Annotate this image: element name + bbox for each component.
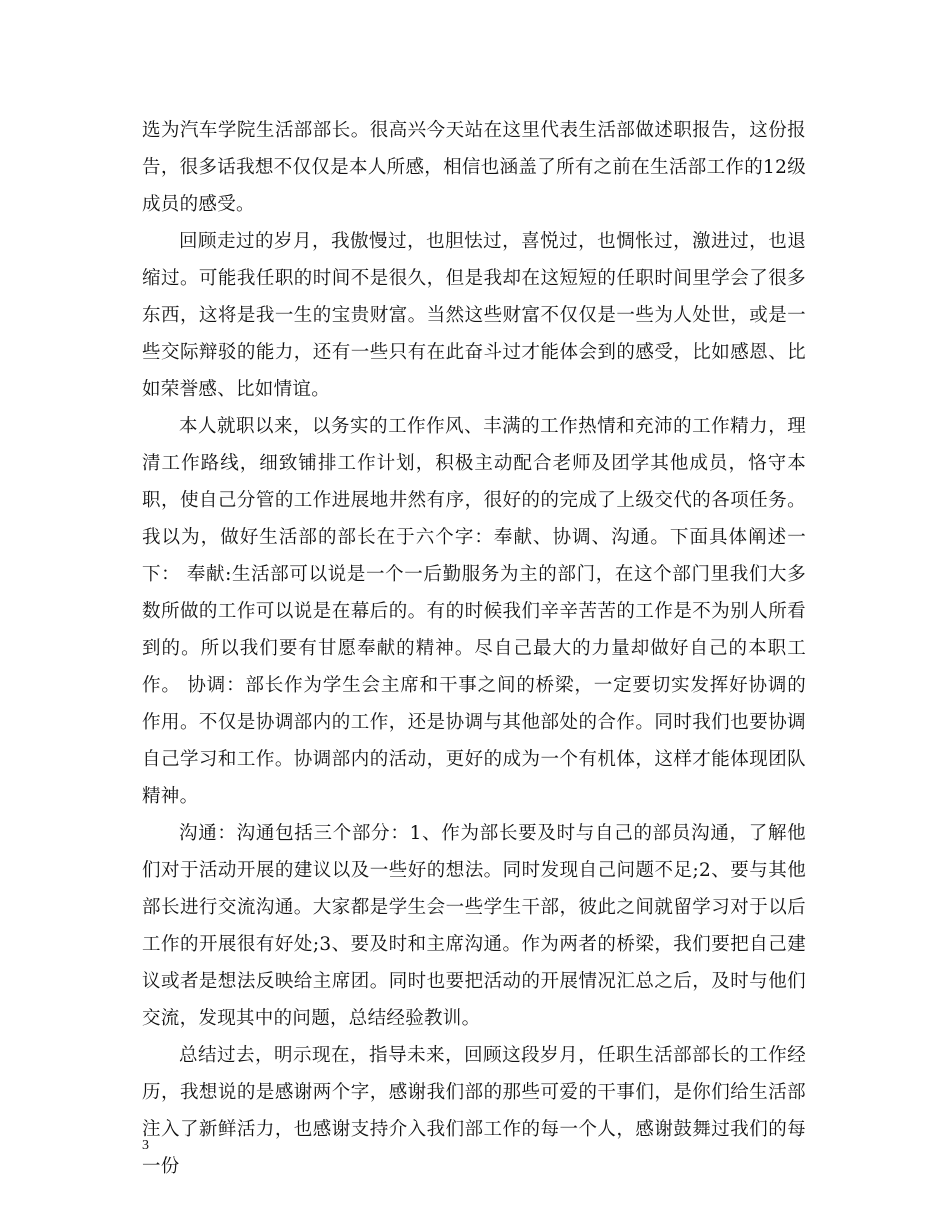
paragraph-3: 本人就职以来，以务实的工作作风、丰满的工作热情和充沛的工作精力，理清工作路线，细致铺排工作计划，积极主动配合老师及团学其他成员，恪守本职，使自己分管的工作进展地井然有序，很好的的完成了上级交代的各项任务。我以为，做好生活部的部长在于六个字：奉献、协调、沟通。下面具体阐述一下： 奉献:生活部可以说是一个一后勤服务为主的部门，在这个部门里我们大多数所做的工作可以说是在幕后的。有的时候我们辛辛苦苦的工作是不为别人所看到的。所以我们要有甘愿奉献的精神。尽自己最大的力量却做好自己的本职工作。 协调：部长作为学生会主席和干事之间的桥梁，一定要切实发挥好协调的作用。不仅是协调部内的工作，还是协调与其他部处的合作。同时我们也要协调自己学习和工作。协调部内的活动，更好的成为一个有机体，这样才能体现团队精神。 <box>142 416 806 807</box>
page-number: 3 <box>142 1138 149 1153</box>
paragraph-4: 沟通：沟通包括三个部分：1、作为部长要及时与自己的部员沟通，了解他们对于活动开展的建议以及一些好的想法。同时发现自己问题不足;2、要与其他部长进行交流沟通。大家都是学生会一些学生干部，彼此之间就留学习对于以后工作的开展很有好处;3、要及时和主席沟通。作为两者的桥梁，我们要把自己建议或者是想法反映给主席团。同时也要把活动的开展情况汇总之后，及时与他们交流，发现其中的问题，总结经验教训。 <box>142 823 806 1029</box>
paragraph-5: 总结过去，明示现在，指导未来，回顾这段岁月，任职生活部部长的工作经历，我想说的是感谢两个字，感谢我们部的那些可爱的干事们，是你们给生活部注入了新鲜活力，也感谢支持介入我们部工作的每一个人，感谢鼓舞过我们的每一份 <box>142 1045 806 1177</box>
document-body <box>142 112 806 1185</box>
paragraph-1: 选为汽车学院生活部部长。很高兴今天站在这里代表生活部做述职报告，这份报告，很多话我想不仅仅是本人所感，相信也涵盖了所有之前在生活部工作的12级成员的感受。 <box>142 120 806 215</box>
paragraph-2: 回顾走过的岁月，我傲慢过，也胆怯过，喜悦过，也惆怅过，激进过，也退缩过。可能我任职的时间不是很久，但是我却在这短短的任职时间里学会了很多东西，这将是我一生的宝贵财富。当然这些财富不仅仅是一些为人处世，或是一些交际辩驳的能力，还有一些只有在此奋斗过才能体会到的感受，比如感恩、比如荣誉感、比如情谊。 <box>142 231 806 400</box>
